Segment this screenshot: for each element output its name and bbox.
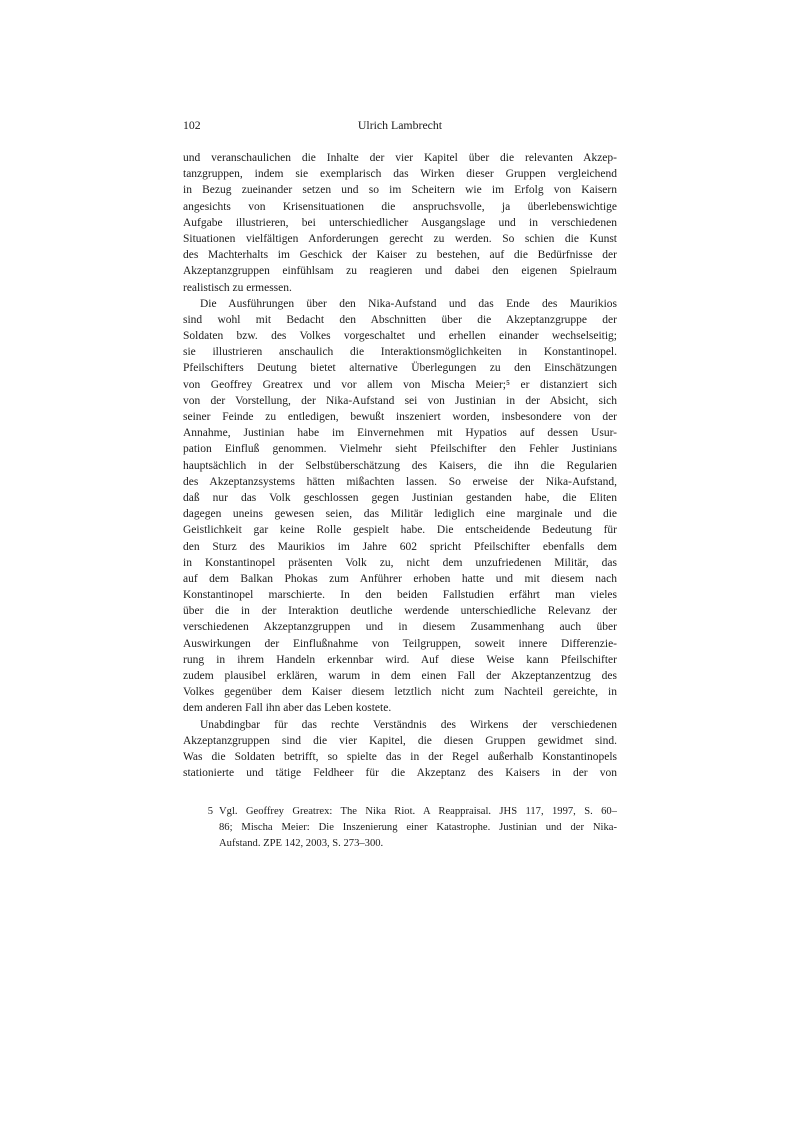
text-line: Unabdingbar für das rechte Verständnis des Wirkens der verschiedenen bbox=[200, 718, 617, 731]
text-line: Konstantinopel marschierte. In den beiden Fallstudien erfährt man vieles bbox=[183, 589, 617, 602]
text-line: des Akzeptanzsystems hätten mißachten lassen. So erweise der Nika-Aufstand, bbox=[183, 475, 617, 488]
text-line: rung in ihrem Handeln erkennbar wird. Auf diese Weise kann Pfeilschifter bbox=[183, 653, 617, 666]
text-line: Situationen vielfältigen Anforderungen gerecht zu werden. So schien die Kunst bbox=[183, 232, 617, 245]
footnote-line: Aufstand. ZPE 142, 2003, S. 273–300. bbox=[219, 838, 384, 849]
text-line: in Konstantinopel präsenten Volk zu, nicht dem unzufriedenen Militär, das bbox=[183, 556, 617, 569]
text-line: Auswirkungen der Einflußnahme von Teilgruppen, soweit innere Differenzie- bbox=[183, 637, 617, 650]
text-line: Geistlichkeit gar keine Rolle gespielt habe. Die entscheidende Bedeutung für bbox=[183, 524, 617, 537]
text-line: und veranschaulichen die Inhalte der vier Kapitel über die relevanten Akzep- bbox=[183, 152, 617, 164]
footnote-line: Vgl. Geoffrey Greatrex: The Nika Riot. A Reappraisal. JHS 117, 1997, S. 60– bbox=[219, 806, 617, 817]
text-line: sind wohl mit Bedacht den Abschnitten über die Akzeptanzgruppe der bbox=[183, 313, 617, 326]
footnote-text bbox=[219, 804, 617, 852]
text-line: von Geoffrey Greatrex und vor allem von Mischa Meier;⁵ er distanziert sich bbox=[183, 378, 617, 391]
text-line: Soldaten bzw. des Volkes vorgeschaltet und erhellen einander wechselseitig; bbox=[183, 330, 617, 343]
text-line: über die in der Interaktion deutliche werdende unterschiedliche Relevanz der bbox=[183, 605, 617, 618]
text-line: Volkes gegenüber dem Kaiser diesem letztlich nicht zum Nachteil gereichte, in bbox=[183, 686, 617, 699]
text-line: hauptsächlich in der Selbstüberschätzung des Kaisers, die ihn die Regularien bbox=[183, 459, 617, 472]
text-line: sie illustrieren anschaulich die Interaktionsmöglichkeiten in Konstantinopel. bbox=[183, 346, 617, 359]
text-line: den Sturz des Maurikios im Jahre 602 spricht Pfeilschifter ebenfalls dem bbox=[183, 540, 617, 553]
footnote-line: 86; Mischa Meier: Die Inszenierung einer Katastrophe. Justinian und der Nika- bbox=[219, 822, 617, 833]
text-line: auf dem Balkan Phokas zum Anführer erhoben hatte und mit diesem nach bbox=[183, 572, 617, 585]
running-title: Ulrich Lambrecht bbox=[357, 118, 443, 132]
text-line: pation Einfluß genommen. Vielmehr sieht Pfeilschifter den Fehler Justinians bbox=[183, 443, 617, 456]
paragraph bbox=[183, 296, 617, 717]
text-line: dagegen uneins gewesen seien, das Militär lediglich eine marginale und die bbox=[183, 508, 617, 521]
footnote bbox=[183, 804, 617, 852]
text-line: Was die Soldaten betrifft, so spielte das in der Regel außerhalb Konstantinopels bbox=[183, 750, 617, 763]
text-line: Akzeptanzgruppen einfühlsam zu reagieren und dabei den eigenen Spielraum bbox=[183, 265, 617, 278]
paragraph bbox=[183, 717, 617, 782]
text-line: angesichts von Krisensituationen die anspruchsvolle, ja überlebenswichtige bbox=[183, 200, 617, 213]
text-line: Akzeptanzgruppen sind die vier Kapitel, die diesen Gruppen gewidmet sind. bbox=[183, 734, 617, 747]
page-number: 102 bbox=[183, 118, 201, 132]
text-line: daß nur das Volk geschlossen gegen Justinian gestanden habe, die Eliten bbox=[183, 491, 617, 504]
text-line: zudem plausibel erklären, warum in dem einen Fall der Akzeptanzentzug des bbox=[183, 670, 617, 682]
text-line: in Bezug zueinander setzen und so im Scheitern wie im Erfolg von Kaisern bbox=[183, 184, 617, 197]
footnote-gutter bbox=[183, 804, 201, 852]
text-line: verschiedenen Akzeptanzgruppen und in diesem Zusammenhang auch über bbox=[183, 621, 617, 634]
text-line: seiner Feinde zu entledigen, bewußt inszeniert worden, insbesondere von der bbox=[183, 411, 617, 423]
text-line: Annahme, Justinian habe im Einvernehmen mit Hypatios auf dessen Usur- bbox=[183, 427, 617, 440]
page-header bbox=[183, 117, 617, 135]
text-line: Die Ausführungen über den Nika-Aufstand und das Ende des Maurikios bbox=[200, 297, 617, 310]
text-line: Pfeilschifters Deutung bietet alternative Überlegungen zu den Einschätzungen bbox=[183, 362, 617, 375]
text-line: stationierte und tätige Feldheer für die Akzeptanz des Kaisers in der von bbox=[183, 767, 617, 780]
text-line: realistisch zu ermessen. bbox=[183, 281, 292, 294]
paragraph bbox=[183, 150, 617, 296]
text-line: Aufgabe illustrieren, bei unterschiedlicher Ausgangslage und in verschiedenen bbox=[183, 216, 617, 229]
footnote-number: 5 bbox=[207, 806, 213, 817]
text-line: des Machterhalts im Geschick der Kaiser zu bestehen, auf die Bedürfnisse der bbox=[183, 249, 617, 262]
text-line: von der Vorstellung, der Nika-Aufstand sei von Justinian in der Absicht, sich bbox=[183, 394, 617, 407]
text-line: tanzgruppen, indem sie exemplarisch das Wirken dieser Gruppen vergleichend bbox=[183, 168, 617, 181]
text-line: dem anderen Fall ihn aber das Leben kostete. bbox=[183, 702, 392, 715]
body-text bbox=[183, 150, 617, 781]
